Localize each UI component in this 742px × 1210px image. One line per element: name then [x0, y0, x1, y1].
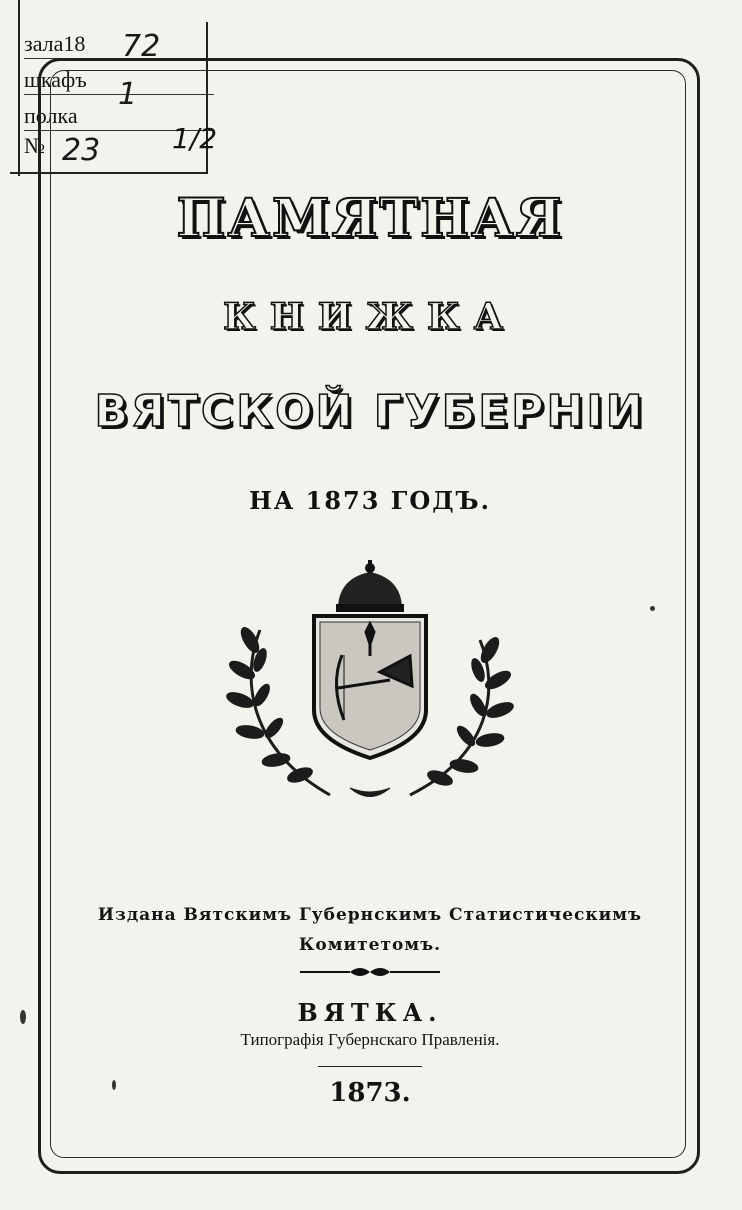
stamp-printed-prefix: 18	[63, 31, 86, 56]
stamp-label-number: №	[24, 133, 45, 158]
stamp-fraction: 1/2	[172, 122, 218, 155]
title-line-4: НА 1873 ГОДЪ.	[249, 486, 491, 515]
stamp-handwritten-shelf: 1	[118, 77, 138, 112]
title-line-2: КНИЖКА	[222, 296, 518, 338]
paper-speck	[650, 606, 655, 611]
imprint-year: 1873.	[329, 1078, 411, 1108]
publisher-block	[50, 900, 690, 960]
ornament-divider-icon	[300, 962, 440, 982]
stamp-row-hall	[24, 30, 214, 59]
stamp-label-shelf: полка	[24, 103, 78, 128]
title-line-3: ВЯТСКОЙ ГУБЕРНІИ	[94, 386, 646, 437]
crown-icon	[336, 560, 404, 612]
stamp-handwritten-number: 23	[62, 133, 101, 168]
stamp-label-hall: зала	[24, 31, 64, 56]
stamp-label-cabinet: шкафъ	[24, 67, 87, 92]
title-line-1: ПАМЯТНАЯ	[176, 188, 564, 249]
imprint-press: Типографія Губернскаго Правленія.	[240, 1030, 500, 1049]
paper-speck	[112, 1080, 116, 1090]
stamp-handwritten-hall: 72	[122, 29, 161, 64]
vyatka-coat-of-arms-icon	[220, 560, 520, 810]
paper-speck	[20, 1010, 26, 1024]
imprint-city: ВЯТКА.	[297, 998, 443, 1027]
stamp-vertical-line	[18, 0, 20, 176]
publisher-line-2: Комитетомъ.	[298, 935, 442, 955]
imprint-rule	[318, 1066, 422, 1067]
publisher-line-1: Издана Вятскимъ Губернскимъ Статистическимъ	[97, 905, 643, 925]
